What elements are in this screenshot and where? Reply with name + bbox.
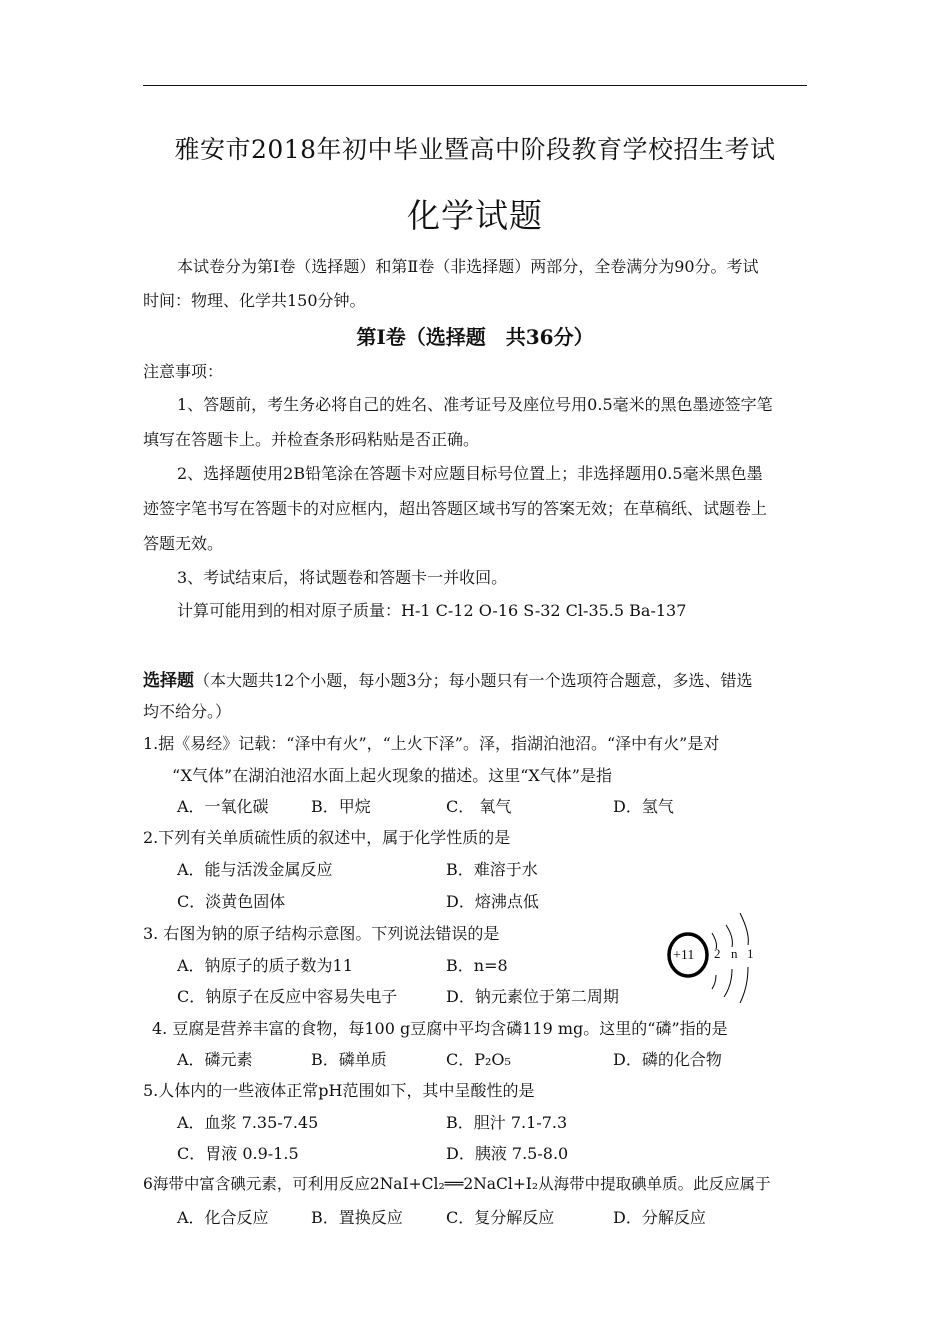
intro-line-2: 时间：物理、化学共150分钟。 [143, 291, 366, 310]
note-2-line-3: 答题无效。 [143, 534, 224, 553]
shell-3-arc-top [740, 913, 748, 945]
question-4-option-d: D．磷的化合物 [613, 1050, 722, 1069]
question-2-option-d: D．熔沸点低 [446, 892, 539, 911]
shell-1-arc-bottom [712, 975, 716, 989]
question-6-option-c: C．复分解反应 [446, 1208, 555, 1227]
question-5-option-a: A．血浆 7.35-7.45 [177, 1113, 319, 1132]
choice-section-desc-2: 均不给分。） [143, 702, 232, 721]
shell-1-electrons: 2 [714, 946, 721, 961]
question-5-stem: 5.人体内的一些液体正常pH范围如下，其中呈酸性的是 [143, 1081, 535, 1100]
question-1-option-c: C． 氧气 [446, 797, 512, 816]
shell-2-arc-bottom [724, 969, 732, 997]
exam-title: 雅安市2018年初中毕业暨高中阶段教育学校招生考试 [174, 135, 776, 164]
question-4-option-a: A．磷元素 [177, 1050, 253, 1069]
atomic-mass-line: 计算可能用到的相对原子质量：H-1 C-12 O-16 S-32 Cl-35.5 Ba-137 [177, 601, 687, 620]
shell-2-electrons: n [731, 946, 738, 961]
choice-section-heading [143, 666, 753, 691]
question-1-stem-1: 1.据《易经》记载：“泽中有火”，“上火下泽”。泽，指湖泊池沼。“泽中有火”是对 [143, 734, 720, 753]
question-1-stem-2: “X气体”在湖泊池沼水面上起火现象的描述。这里“X气体”是指 [172, 766, 612, 785]
question-1-option-b: B．甲烷 [311, 797, 371, 816]
question-4-stem: 4. 豆腐是营养丰富的食物，每100 g豆腐中平均含磷119 mg。这里的“磷”指的是 [152, 1019, 728, 1038]
question-5-option-b: B．胆汁 7.1-7.3 [446, 1113, 568, 1132]
question-2-option-c: C．淡黄色固体 [177, 892, 286, 911]
question-5-option-d: D．胰液 7.5-8.0 [446, 1144, 569, 1163]
question-4-option-c: C．P₂O₅ [446, 1050, 511, 1069]
question-6-stem: 6海带中富含碘元素，可利用反应2NaI+Cl₂══2NaCl+I₂从海带中提取碘单质。此反应属于 [143, 1175, 771, 1193]
note-1-line-1: 1、答题前，考生务必将自己的姓名、准考证号及座位号用0.5毫米的黑色墨迹签字笔 [177, 395, 773, 414]
question-2-option-b: B．难溶于水 [446, 860, 538, 879]
sodium-atom-diagram [666, 905, 756, 1005]
shell-3-electrons: 1 [747, 946, 754, 961]
choice-section-desc: （本大题共12个小题，每小题3分；每小题只有一个选项符合题意，多选、错选 [194, 671, 753, 690]
intro-line-1: 本试卷分为第Ⅰ卷（选择题）和第Ⅱ卷（非选择题）两部分，全卷满分为90分。考试 [177, 257, 759, 276]
question-6-option-a: A．化合反应 [177, 1208, 269, 1227]
note-1-line-2: 填写在答题卡上。并检查条形码粘贴是否正确。 [143, 430, 480, 449]
choice-section-label: 选择题 [143, 671, 194, 691]
note-2-line-1: 2、选择题使用2B铅笔涂在答题卡对应题目标号位置上；非选择题用0.5毫米黑色墨 [177, 464, 763, 483]
nucleus-charge-label: +11 [673, 948, 695, 963]
question-1-option-d: D．氢气 [613, 797, 674, 816]
question-3-stem: 3. 右图为钠的原子结构示意图。下列说法错误的是 [143, 924, 500, 943]
note-2-line-2: 迹签字笔书写在答题卡的对应框内，超出答题区域书写的答案无效；在草稿纸、试题卷上 [143, 499, 768, 518]
note-3: 3、考试结束后，将试题卷和答题卡一并收回。 [177, 568, 508, 587]
question-3-option-b: B．n=8 [446, 956, 508, 975]
question-1-option-a: A．一氧化碳 [177, 797, 269, 816]
section-1-title: 第Ⅰ卷（选择题 共36分） [356, 325, 594, 349]
question-3-option-a: A．钠原子的质子数为11 [177, 956, 353, 975]
question-2-option-a: A．能与活泼金属反应 [177, 860, 333, 879]
question-4-option-b: B．磷单质 [311, 1050, 387, 1069]
question-3-option-d: D．钠元素位于第二周期 [446, 987, 619, 1006]
header-rule [143, 85, 807, 86]
shell-3-arc-bottom [740, 967, 748, 1003]
question-6-option-b: B．置换反应 [311, 1208, 403, 1227]
notes-heading: 注意事项： [143, 362, 224, 381]
question-6-option-d: D．分解反应 [613, 1208, 706, 1227]
question-5-option-c: C．胃液 0.9-1.5 [177, 1144, 299, 1163]
subject-title: 化学试题 [407, 196, 543, 235]
question-3-option-c: C．钠原子在反应中容易失电子 [177, 987, 398, 1006]
question-2-stem: 2.下列有关单质硫性质的叙述中，属于化学性质的是 [143, 828, 511, 847]
shell-2-arc-top [726, 925, 732, 947]
